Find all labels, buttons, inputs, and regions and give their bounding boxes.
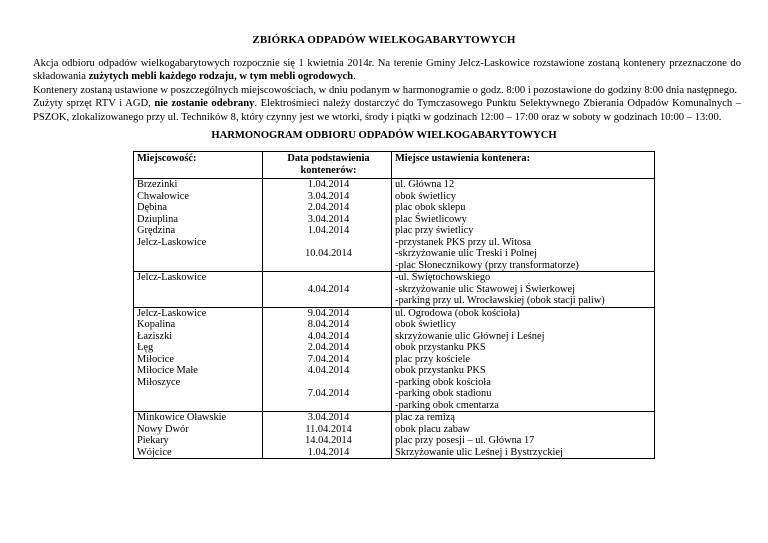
place-cell — [392, 307, 655, 412]
town-cell — [134, 179, 263, 272]
header-date: Data podstawienia kontenerów: — [263, 152, 392, 179]
date-line: 1.04.2014 — [307, 179, 350, 190]
place-line: ul. Główna 12 — [395, 179, 455, 190]
date-line: 9.04.2014 — [307, 307, 350, 319]
town-line: Jelcz-Laskowice — [137, 236, 207, 248]
date-line: 2.04.2014 — [307, 342, 350, 353]
date-line: 2.04.2014 — [307, 202, 350, 213]
place-line: -parking obok kościoła — [395, 376, 491, 388]
date-line: 7.04.2014 — [307, 353, 350, 365]
place-line: plac Świetlicowy — [395, 213, 467, 225]
document-title: ZBIÓRKA ODPADÓW WIELKOGABARYTOWYCH — [252, 34, 516, 46]
town-line: Kopalina — [137, 319, 176, 330]
place-cell — [392, 272, 655, 308]
intro-p3-bold: nie zostanie odebrany — [154, 98, 255, 110]
town-line: Nowy Dwór — [137, 423, 189, 435]
header-place: Miejsce ustawienia kontenera: — [392, 152, 655, 179]
town-cell — [134, 412, 263, 459]
place-line: plac przy kościele — [395, 353, 471, 365]
intro-paragraph-2: Kontenery zostaną ustawione w poszczególnych miejscowościach, w dniu podanym w harmonogramie o godz. 8:00 i pozostawione do godziny 8:00 dnia następnego. — [33, 84, 738, 96]
town-line: Jelcz-Laskowice — [137, 272, 207, 283]
place-line: skrzyżowanie ulic Głównej i Leśnej — [395, 330, 545, 342]
date-line: 11.04.2014 — [305, 423, 352, 435]
town-line: Łaziszki — [137, 330, 173, 342]
intro-p3-end: . Elektrośmieci należy dostarczyć do Tymczasowego Punktu Selektywnego Zbierania Odpadów Komunalnych – PSZOK, zlokalizowanego przy ul. Techników 8, który czynny jest we wtorki, środy i piątki w godzinach 12:00 – 17:00 oraz w soboty w godzinach 10:00 – 13:00. — [33, 98, 741, 123]
table-row — [134, 272, 655, 308]
date-line — [266, 237, 391, 249]
town-line: Dębina — [137, 202, 168, 213]
town-line: Minkowice Oławskie — [137, 412, 227, 423]
town-line: Miłocice — [137, 353, 174, 365]
date-line — [266, 272, 391, 284]
date-cell — [263, 412, 392, 459]
place-line: obok placu zabaw — [395, 423, 471, 435]
town-line: Piekary — [137, 435, 169, 446]
town-line: Chwałowice — [137, 190, 189, 202]
table-row — [134, 179, 655, 272]
schedule-title: HARMONOGRAM ODBIORU ODPADÓW WIELKOGABARYTOWYCH — [211, 130, 557, 141]
intro-paragraph-1 — [33, 57, 741, 84]
intro-text — [33, 57, 741, 124]
date-line: 8.04.2014 — [307, 319, 350, 330]
place-line: -parking obok cmentarza — [395, 399, 499, 411]
date-line: 10.04.2014 — [305, 248, 352, 259]
place-line: obok świetlicy — [395, 190, 456, 202]
intro-p3-text: Zużyty sprzęt RTV i AGD, — [33, 98, 155, 110]
place-line: obok świetlicy — [395, 319, 456, 330]
intro-p1-text: Akcja odbioru odpadów wielkogabarytowych rozpocznie się 1 kwietnia 2014r. Na terenie Gminy Jelcz-Laskowice rozstawione zostaną kontenery przeznaczone do składowania — [33, 58, 741, 83]
place-line: -parking obok stadionu — [395, 388, 492, 399]
town-line: Dziuplina — [137, 213, 178, 225]
place-line: ul. Ogrodowa (obok kościoła) — [395, 307, 520, 319]
place-line: obok przystanku PKS — [395, 342, 486, 353]
date-line — [266, 260, 391, 272]
place-line: obok przystanku PKS — [395, 365, 486, 376]
intro-p1-end: . — [353, 71, 356, 83]
date-line: 4.04.2014 — [307, 365, 350, 376]
place-line: -parking przy ul. Wrocławskiej (obok stacji paliw) — [395, 295, 605, 306]
town-line: Łęg — [137, 342, 154, 353]
date-cell — [263, 179, 392, 272]
place-line: plac przy świetlicy — [395, 225, 474, 236]
town-line: Miłoszyce — [137, 376, 181, 388]
date-line: 7.04.2014 — [307, 388, 350, 399]
place-line: -skrzyżowanie ulic Treski i Polnej — [395, 248, 537, 259]
place-line: -skrzyżowanie ulic Stawowej i Świerkowej — [395, 283, 576, 295]
town-line: Jelcz-Laskowice — [137, 307, 207, 319]
date-line: 3.04.2014 — [307, 213, 350, 225]
place-line: Skrzyżowanie ulic Leśnej i Bystrzyckiej — [395, 446, 563, 458]
town-line: Grędzina — [137, 225, 176, 236]
date-line — [266, 400, 391, 412]
date-cell — [263, 307, 392, 412]
town-line: Brzezinki — [137, 179, 178, 190]
town-cell — [134, 307, 263, 412]
town-line: Miłocice Małe — [137, 365, 198, 376]
table-body — [134, 179, 655, 459]
date-line: 4.04.2014 — [307, 283, 350, 295]
place-line: plac przy posesji – ul. Główna 17 — [395, 435, 535, 446]
place-line: plac obok sklepu — [395, 202, 466, 213]
intro-p1-bold: zużytych mebli każdego rodzaju, w tym mebli ogrodowych — [88, 71, 354, 83]
date-line — [266, 377, 391, 389]
table-header-row — [134, 152, 655, 179]
place-line: -ul. Świętochowskiego — [395, 272, 491, 283]
date-line: 4.04.2014 — [307, 330, 350, 342]
table-row — [134, 412, 655, 459]
date-cell — [263, 272, 392, 308]
place-cell — [392, 412, 655, 459]
town-line: Wójcice — [137, 446, 172, 458]
town-cell — [134, 272, 263, 308]
place-line: plac za remizą — [395, 412, 455, 423]
header-town: Miejscowość: — [134, 152, 263, 179]
place-cell — [392, 179, 655, 272]
date-line: 14.04.2014 — [305, 435, 352, 446]
intro-paragraph-3 — [33, 97, 741, 124]
date-line: 3.04.2014 — [307, 190, 350, 202]
place-line: -plac Słonecznikowy (przy transformatorze) — [395, 259, 579, 271]
date-line: 3.04.2014 — [307, 412, 350, 423]
table-row — [134, 307, 655, 412]
schedule-table — [133, 151, 655, 459]
place-line: -przystanek PKS przy ul. Witosa — [395, 236, 531, 248]
date-line: 1.04.2014 — [307, 446, 350, 458]
date-line: 1.04.2014 — [307, 225, 350, 236]
